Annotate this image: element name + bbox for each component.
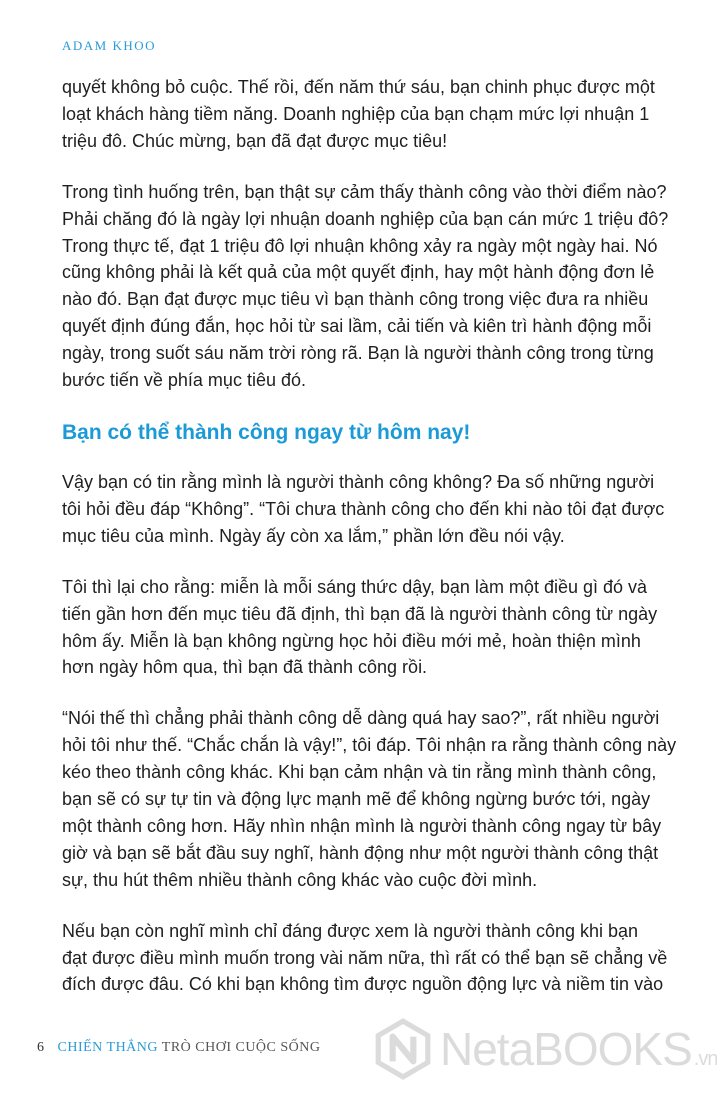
page-content — [62, 74, 677, 1022]
text-line: bước tiến về phía mục tiêu đó. — [62, 370, 306, 391]
book-title-highlight: CHIẾN THẮNG — [57, 1040, 159, 1055]
text-line: Tôi thì lại cho rằng: miễn là mỗi sáng thức dậy, bạn làm một điều gì đó và — [62, 576, 648, 597]
text-line: đạt được điều mình muốn trong vài năm nữa, thì rất có thể bạn sẽ chẳng về — [62, 947, 668, 968]
book-title — [58, 1040, 321, 1055]
text-line: sự, thu hút thêm nhiều thành công khác vào cuộc đời mình. — [62, 869, 538, 890]
text-line: Nếu bạn còn nghĩ mình chỉ đáng được xem là người thành công khi bạn — [62, 920, 639, 941]
text-line: kéo theo thành công khác. Khi bạn cảm nhận và tin rằng mình thành công, — [62, 762, 657, 783]
netabooks-logo-icon — [372, 1018, 434, 1080]
text-line: hơn ngày hôm qua, thì bạn đã thành công rồi. — [62, 657, 428, 678]
text-line: tiến gần hơn đến mục tiêu đã định, thì bạn đã là người thành công từ ngày — [62, 603, 658, 624]
text-line: cũng không phải là kết quả của một quyết định, hay một hành động đơn lẻ — [62, 262, 655, 283]
page-footer — [37, 1040, 321, 1056]
text-line: hỏi tôi như thế. “Chắc chắn là vậy!”, tôi đáp. Tôi nhận ra rằng thành công này — [62, 735, 677, 756]
netabooks-watermark — [372, 1018, 717, 1080]
paragraph-6 — [62, 918, 674, 999]
page-number: 6 — [37, 1040, 44, 1055]
watermark-brand — [440, 1022, 717, 1076]
text-line: “Nói thế thì chẳng phải thành công dễ dàng quá hay sao?”, rất nhiều người — [62, 708, 660, 729]
text-line: quyết định đúng đắn, học hỏi từ sai lầm, cải tiến và kiên trì hành động mỗi — [62, 316, 652, 337]
text-line: bạn sẽ có sự tự tin và động lực mạnh mẽ để không ngừng bước tới, ngày — [62, 789, 651, 810]
text-line: ngày, trong suốt sáu năm trời ròng rã. Bạn là người thành công trong từng — [62, 343, 654, 364]
paragraph-1 — [62, 74, 674, 155]
text-line: Vậy bạn có tin rằng mình là người thành công không? Đa số những người — [62, 471, 655, 492]
paragraph-3 — [62, 469, 674, 550]
text-line: Phải chăng đó là ngày lợi nhuận doanh nghiệp của bạn cán mức 1 triệu đô? — [62, 208, 669, 229]
paragraph-4 — [62, 574, 674, 682]
text-line: hôm ấy. Miễn là bạn không ngừng học hỏi điều mới mẻ, hoàn thiện mình — [62, 630, 641, 651]
text-line: loạt khách hàng tiềm năng. Doanh nghiệp của bạn chạm mức lợi nhuận 1 — [62, 103, 650, 124]
paragraph-5 — [62, 705, 677, 893]
text-line: quyết không bỏ cuộc. Thế rồi, đến năm thứ sáu, bạn chinh phục được một — [62, 77, 655, 97]
text-line: mục tiêu của mình. Ngày ấy còn xa lắm,” phần lớn đều nói vậy. — [62, 525, 565, 546]
running-head: ADAM KHOO — [62, 38, 157, 53]
watermark-brand-name: NetaBOOKS — [440, 1023, 692, 1075]
text-line: một thành công hơn. Hãy nhìn nhận mình là người thành công ngay từ bây — [62, 815, 662, 836]
paragraph-2 — [62, 179, 674, 394]
text-line: giờ và bạn sẽ bắt đầu suy nghĩ, hành động như một người thành công thật — [62, 842, 659, 863]
book-title-rest: TRÒ CHƠI CUỘC SỐNG — [161, 1040, 321, 1055]
watermark-brand-tld: .vn — [693, 1048, 717, 1070]
section-heading: Bạn có thể thành công ngay từ hôm nay! — [62, 420, 471, 444]
text-line: tôi hỏi đều đáp “Không”. “Tôi chưa thành công cho đến khi nào tôi đạt được — [62, 498, 665, 519]
text-line: Trong thực tế, đạt 1 triệu đô lợi nhuận không xảy ra ngày một ngày hai. Nó — [62, 235, 658, 256]
text-line: triệu đô. Chúc mừng, bạn đã đạt được mục tiêu! — [62, 130, 448, 151]
text-line: đích được đâu. Có khi bạn không tìm được nguồn động lực và niềm tin vào — [62, 974, 664, 995]
text-line: nào đó. Bạn đạt được mục tiêu vì bạn thành công trong việc đưa ra nhiều — [62, 289, 649, 310]
text-line: Trong tình huống trên, bạn thật sự cảm thấy thành công vào thời điểm nào? — [62, 181, 667, 202]
